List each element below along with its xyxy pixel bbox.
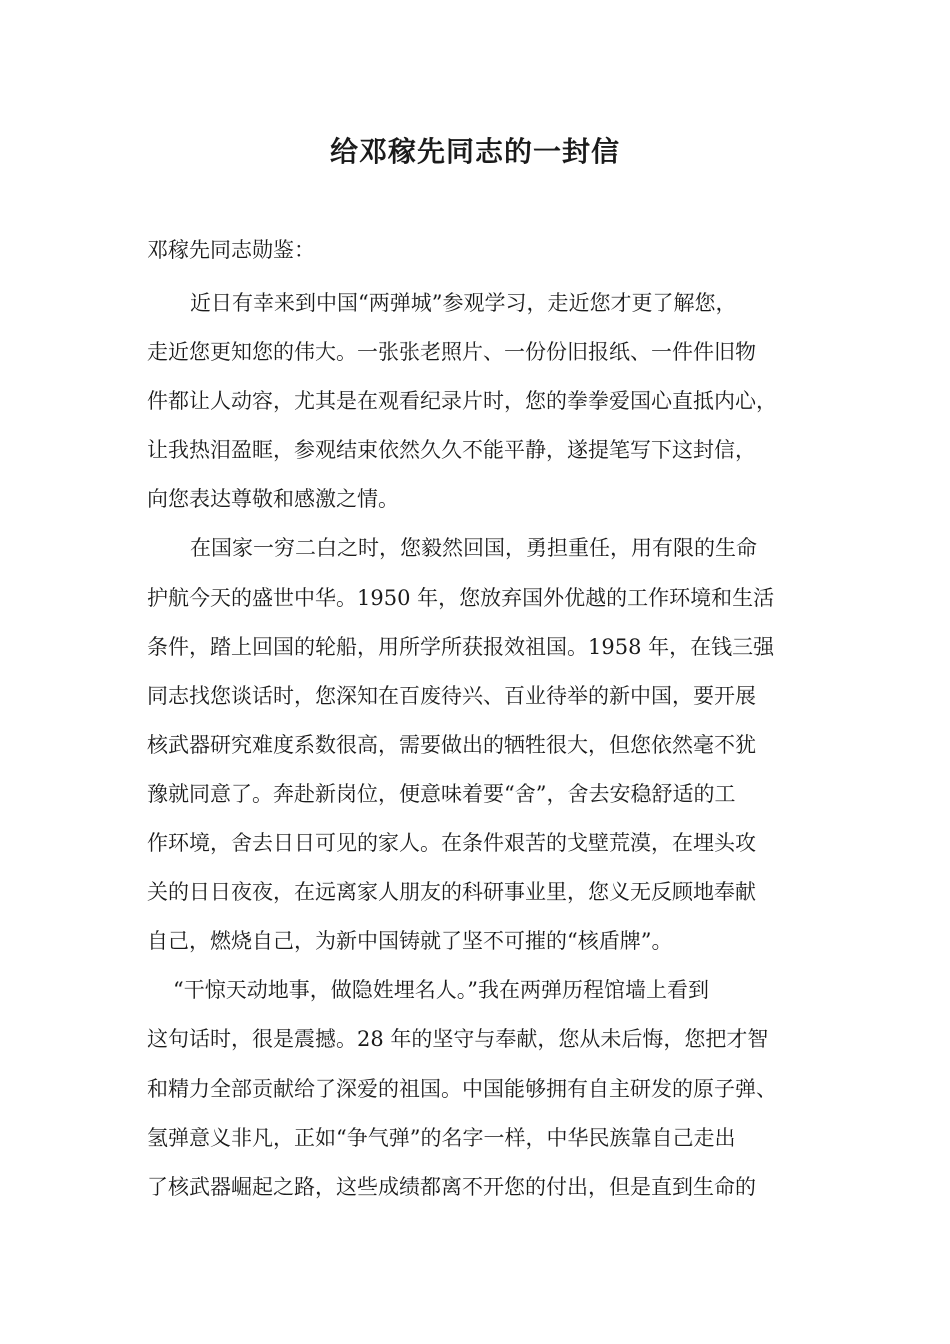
paragraph-line: 向您表达尊敬和感激之情。 bbox=[147, 487, 399, 512]
paragraph-line: 了核武器崛起之路，这些成绩都离不开您的付出，但是直到生命的 bbox=[147, 1174, 756, 1199]
paragraph-line: 豫就同意了。奔赴新岗位，便意味着要“舍”，舍去安稳舒适的工 bbox=[147, 781, 736, 806]
salutation: 邓稼先同志勋鉴： bbox=[147, 238, 315, 262]
paragraph-line: 核武器研究难度系数很高，需要做出的牺牲很大，但您依然毫不犹 bbox=[147, 732, 756, 757]
paragraph-line: 条件，踏上回国的轮船，用所学所获报效祖国。1958 年，在钱三强 bbox=[147, 634, 775, 659]
paragraph-line: 关的日日夜夜，在远离家人朋友的科研事业里，您义无反顾地奉献 bbox=[147, 880, 756, 905]
paragraph-line: 作环境，舍去日日可见的家人。在条件艰苦的戈壁荒漠，在埋头攻 bbox=[147, 831, 756, 856]
paragraph-line: 在国家一穷二白之时，您毅然回国，勇担重任，用有限的生命 bbox=[190, 536, 757, 561]
letter-body bbox=[147, 279, 837, 1212]
paragraph-line: 和精力全部贡献给了深爱的祖国。中国能够拥有自主研发的原子弹、 bbox=[147, 1076, 777, 1101]
paragraph-line: 护航今天的盛世中华。1950 年，您放弃国外优越的工作环境和生活 bbox=[147, 585, 775, 610]
paragraph-line: 近日有幸来到中国“两弹城”参观学习，走近您才更了解您， bbox=[190, 291, 737, 315]
paragraph-line: 让我热泪盈眶，参观结束依然久久不能平静，遂提笔写下这封信， bbox=[147, 438, 756, 463]
letter-title: 给邓稼先同志的一封信 bbox=[329, 135, 620, 168]
paragraph-line: 这句话时，很是震撼。28 年的坚守与奉献，您从未后悔，您把才智 bbox=[147, 1027, 769, 1052]
paragraph-line: 件都让人动容，尤其是在观看纪录片时，您的拳拳爱国心直抵内心， bbox=[147, 389, 777, 414]
paragraph-line: 氢弹意义非凡，正如“争气弹”的名字一样，中华民族靠自己走出 bbox=[147, 1125, 736, 1150]
paragraph-line: 走近您更知您的伟大。一张张老照片、一份份旧报纸、一件件旧物 bbox=[147, 340, 756, 365]
paragraph-line: 自己，燃烧自己，为新中国铸就了坚不可摧的“核盾牌”。 bbox=[147, 929, 673, 954]
paragraph-line: 同志找您谈话时，您深知在百废待兴、百业待举的新中国，要开展 bbox=[147, 683, 756, 708]
paragraph-line: “干惊天动地事，做隐姓埋名人。”我在两弹历程馆墙上看到 bbox=[173, 978, 709, 1003]
